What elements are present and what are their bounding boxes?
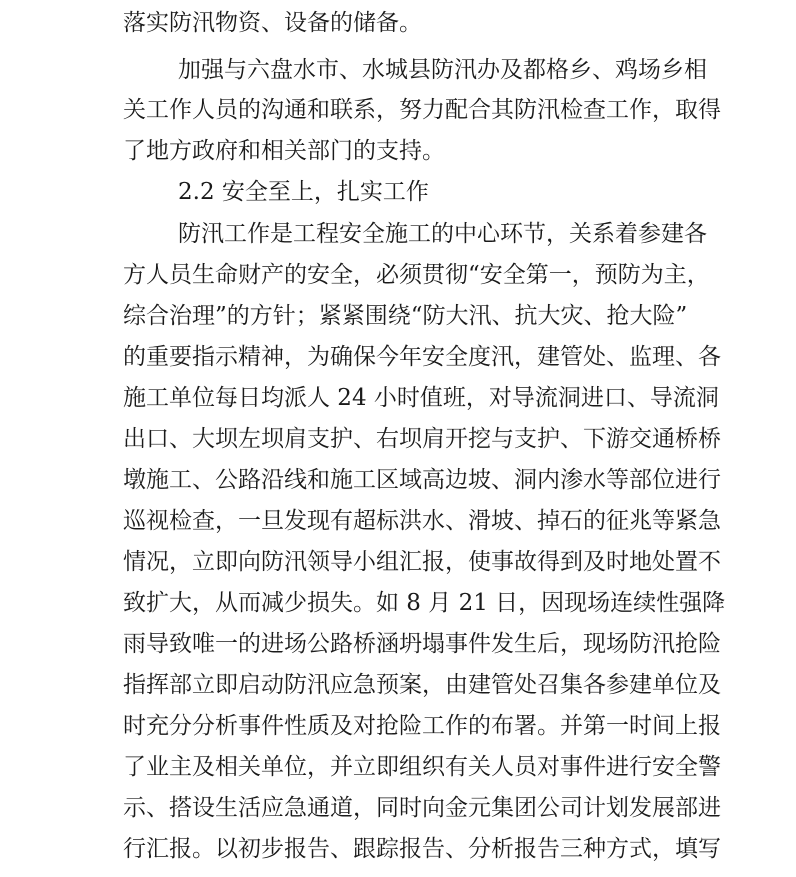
text-line: 巡视检查，一旦发现有超标洪水、滑坡、掉石的征兆等紧急	[123, 508, 721, 534]
section-heading: 2.2 安全至上，扎实工作	[178, 179, 429, 205]
text-line: 指挥部立即启动防汛应急预案，由建管处召集各参建单位及	[123, 672, 721, 698]
text-line: 了地方政府和相关部门的支持。	[123, 138, 445, 164]
text-line: 方人员生命财产的安全，必须贯彻“安全第一，预防为主，	[123, 262, 710, 288]
text-line: 示、搭设生活应急通道，同时向金元集团公司计划发展部进	[123, 795, 721, 821]
text-line: 雨导致唯一的进场公路桥涵坍塌事件发生后，现场防汛抢险	[123, 631, 721, 657]
text-line: 综合治理”的方针；紧紧围绕“防大汛、抗大灾、抢大险”	[123, 303, 688, 329]
text-line: 出口、大坝左坝肩支护、右坝肩开挖与支护、下游交通桥桥	[123, 426, 721, 452]
paragraph-first-line: 加强与六盘水市、水城县防汛办及都格乡、鸡场乡相	[178, 57, 707, 83]
text-line: 致扩大，从而减少损失。如 8 月 21 日，因现场连续性强降	[123, 590, 726, 616]
paragraph-first-line: 防汛工作是工程安全施工的中心环节，关系着参建各	[178, 221, 707, 247]
text-line: 的重要指示精神，为确保今年安全度汛，建管处、监理、各	[123, 344, 721, 370]
text-line: 落实防汛物资、设备的储备。	[123, 10, 422, 36]
text-line: 墩施工、公路沿线和施工区域高边坡、洞内渗水等部位进行	[123, 467, 721, 493]
text-line: 情况，立即向防汛领导小组汇报，使事故得到及时地处置不	[123, 549, 721, 575]
text-line: 时充分分析事件性质及对抢险工作的布署。并第一时间上报	[123, 713, 721, 739]
text-line: 行汇报。以初步报告、跟踪报告、分析报告三种方式，填写	[123, 836, 721, 862]
text-line: 施工单位每日均派人 24 小时值班，对导流洞进口、导流洞	[123, 385, 719, 411]
text-line: 了业主及相关单位，并立即组织有关人员对事件进行安全警	[123, 754, 721, 780]
text-line: 关工作人员的沟通和联系，努力配合其防汛检查工作，取得	[123, 97, 721, 123]
